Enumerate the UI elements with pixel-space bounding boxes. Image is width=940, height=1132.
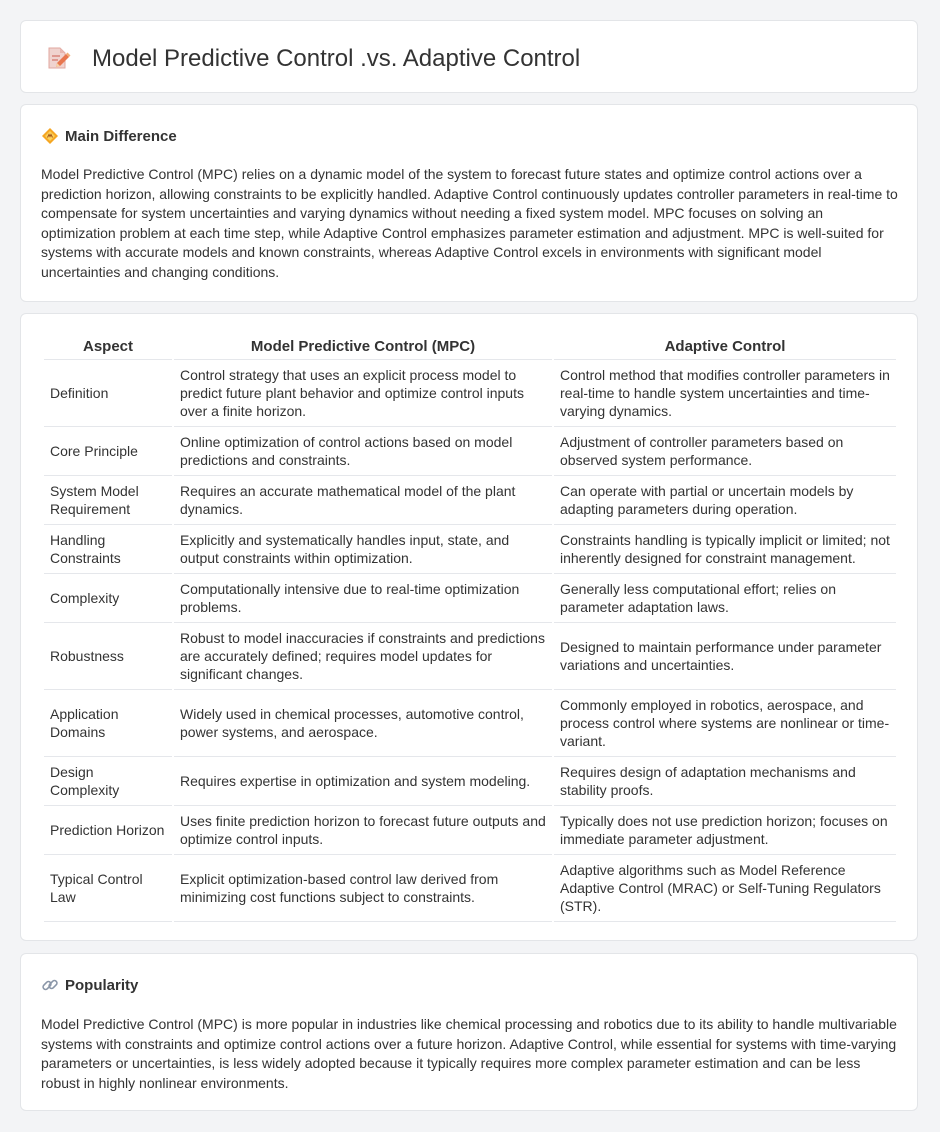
main-difference-title: Main Difference	[65, 127, 177, 145]
aspect-cell: Robustness	[44, 623, 172, 690]
header-card	[20, 20, 918, 93]
table-row	[44, 574, 896, 623]
table-row	[44, 427, 896, 476]
mpc-cell: Uses finite prediction horizon to forecast future outputs and optimize control inputs.	[174, 806, 552, 855]
adaptive-cell: Adaptive algorithms such as Model Reference Adaptive Control (MRAC) or Self-Tuning Regulators (STR).	[554, 855, 896, 922]
adaptive-cell: Designed to maintain performance under parameter variations and uncertainties.	[554, 623, 896, 690]
popularity-text: Model Predictive Control (MPC) is more popular in industries like chemical processing and robotics due to its ability to handle multivariable systems with constraints and optimize control actions over a future horizon. Adaptive Control, while essential for systems with time-varying parameters or uncertainties, is less widely adopted because it typically requires more complex parameter estimation and can be less robust in highly nonlinear environments.	[41, 1016, 897, 1091]
table-row	[44, 757, 896, 806]
header-mpc: Model Predictive Control (MPC)	[174, 334, 552, 360]
aspect-cell: Typical Control Law	[44, 855, 172, 922]
aspect-cell: Definition	[44, 360, 172, 427]
mpc-cell: Explicit optimization-based control law derived from minimizing cost functions subject to constraints.	[174, 855, 552, 922]
table-row	[44, 690, 896, 757]
adaptive-cell: Typically does not use prediction horizon; focuses on immediate parameter adjustment.	[554, 806, 896, 855]
mpc-cell: Computationally intensive due to real-time optimization problems.	[174, 574, 552, 623]
table-row	[44, 476, 896, 525]
comparison-table-card	[20, 313, 918, 941]
document-pencil-icon	[45, 45, 71, 71]
aspect-cell: Handling Constraints	[44, 525, 172, 574]
adaptive-cell: Control method that modifies controller parameters in real-time to handle system uncertainties and time-varying dynamics.	[554, 360, 896, 427]
table-row	[44, 360, 896, 427]
aspect-cell: Design Complexity	[44, 757, 172, 806]
main-difference-heading	[41, 127, 177, 145]
aspect-cell: Complexity	[44, 574, 172, 623]
adaptive-cell: Commonly employed in robotics, aerospace, and process control where systems are nonlinear or time-variant.	[554, 690, 896, 757]
mpc-cell: Control strategy that uses an explicit process model to predict future plant behavior and optimize control inputs over a finite horizon.	[174, 360, 552, 427]
table-row	[44, 525, 896, 574]
mpc-cell: Requires an accurate mathematical model of the plant dynamics.	[174, 476, 552, 525]
table-row	[44, 623, 896, 690]
comparison-table	[42, 334, 898, 922]
popularity-card	[20, 953, 918, 1111]
popularity-heading	[41, 976, 138, 994]
header-adaptive: Adaptive Control	[554, 334, 896, 360]
mpc-cell: Requires expertise in optimization and system modeling.	[174, 757, 552, 806]
diamond-sparkle-icon	[41, 127, 59, 145]
table-header-row	[44, 334, 896, 360]
adaptive-cell: Requires design of adaptation mechanisms and stability proofs.	[554, 757, 896, 806]
link-icon	[41, 976, 59, 994]
main-difference-text: Model Predictive Control (MPC) relies on a dynamic model of the system to forecast future states and optimize control actions over a prediction horizon, allowing constraints to be explicitly handled. Adaptive Control continuously updates controller parameters in real-time to compensate for system uncertainties and varying dynamics without needing a fixed system model. MPC focuses on solving an optimization problem at each time step, while Adaptive Control emphasizes parameter estimation and adjustment. MPC is well-suited for systems with accurate models and known constraints, whereas Adaptive Control excels in environments with significant model uncertainties and changing conditions.	[41, 166, 898, 280]
main-difference-card	[20, 104, 918, 302]
mpc-cell: Robust to model inaccuracies if constraints and predictions are accurately defined; requires model updates for significant changes.	[174, 623, 552, 690]
mpc-cell: Widely used in chemical processes, automotive control, power systems, and aerospace.	[174, 690, 552, 757]
page-title: Model Predictive Control .vs. Adaptive Control	[92, 45, 581, 72]
aspect-cell: Application Domains	[44, 690, 172, 757]
mpc-cell: Explicitly and systematically handles input, state, and output constraints within optimization.	[174, 525, 552, 574]
adaptive-cell: Constraints handling is typically implicit or limited; not inherently designed for constraint management.	[554, 525, 896, 574]
table-row	[44, 806, 896, 855]
adaptive-cell: Can operate with partial or uncertain models by adapting parameters during operation.	[554, 476, 896, 525]
adaptive-cell: Generally less computational effort; relies on parameter adaptation laws.	[554, 574, 896, 623]
table-row	[44, 855, 896, 922]
header-aspect: Aspect	[44, 334, 172, 360]
aspect-cell: Prediction Horizon	[44, 806, 172, 855]
popularity-title: Popularity	[65, 976, 139, 994]
mpc-cell: Online optimization of control actions based on model predictions and constraints.	[174, 427, 552, 476]
aspect-cell: Core Principle	[44, 427, 172, 476]
adaptive-cell: Adjustment of controller parameters based on observed system performance.	[554, 427, 896, 476]
aspect-cell: System Model Requirement	[44, 476, 172, 525]
